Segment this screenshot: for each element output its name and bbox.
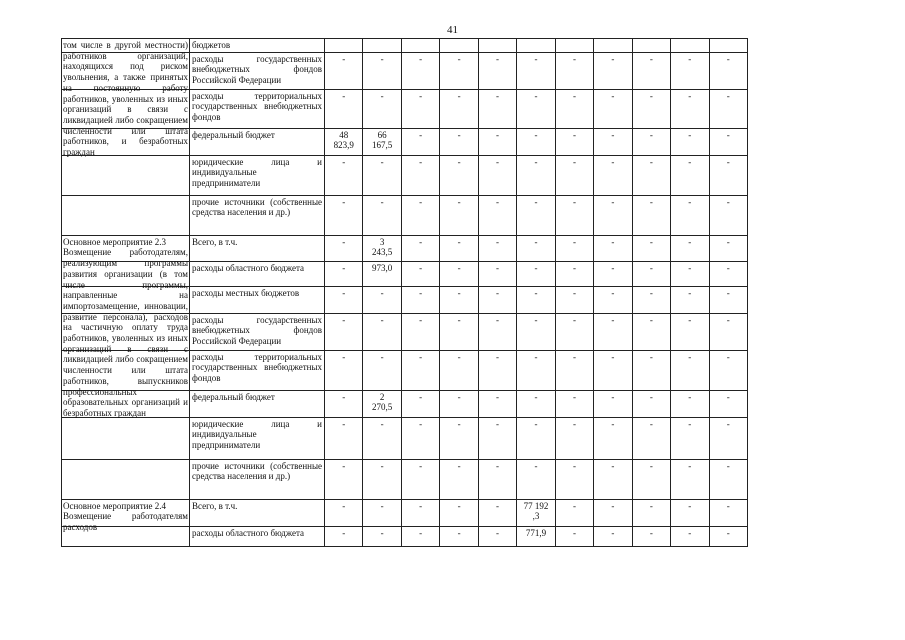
value-cell: 3 243,5 xyxy=(363,235,401,261)
table-row xyxy=(62,195,748,235)
activity-description xyxy=(62,235,190,418)
value-cell: - xyxy=(594,235,632,261)
table-row xyxy=(62,459,748,499)
value-cell: - xyxy=(594,313,632,350)
value-cell: - xyxy=(671,155,709,195)
value-cell: - xyxy=(594,52,632,89)
value-cell: - xyxy=(440,286,478,313)
value-cell: - xyxy=(325,52,363,89)
value-cell: - xyxy=(401,499,439,526)
value-cell: - xyxy=(632,286,670,313)
value-cell: - xyxy=(363,52,401,89)
value-cell: - xyxy=(401,89,439,128)
value-cell: - xyxy=(632,52,670,89)
value-cell: - xyxy=(632,89,670,128)
value-cell: - xyxy=(632,155,670,195)
value-cell xyxy=(401,39,439,53)
budget-table xyxy=(61,38,748,547)
value-cell xyxy=(325,39,363,53)
value-cell: - xyxy=(440,417,478,459)
value-cell: - xyxy=(594,261,632,286)
value-cell: - xyxy=(440,350,478,390)
value-cell: - xyxy=(555,313,593,350)
value-cell: - xyxy=(401,350,439,390)
value-cell: - xyxy=(555,52,593,89)
funding-source: расходы государственных внебюджетных фондов Российской Федерации xyxy=(190,313,325,350)
value-cell: - xyxy=(632,235,670,261)
value-cell: - xyxy=(671,499,709,526)
value-cell: - xyxy=(671,89,709,128)
value-cell: - xyxy=(671,390,709,417)
funding-source: прочие источники (собственные средства населения и др.) xyxy=(190,459,325,499)
value-cell: - xyxy=(555,155,593,195)
value-cell: - xyxy=(517,350,555,390)
value-cell: - xyxy=(363,89,401,128)
value-cell: - xyxy=(363,459,401,499)
value-cell: - xyxy=(555,286,593,313)
value-cell: - xyxy=(555,499,593,526)
value-cell: - xyxy=(363,155,401,195)
value-cell: - xyxy=(517,89,555,128)
activity-description xyxy=(62,499,190,533)
table-row xyxy=(62,235,748,261)
value-cell: 973,0 xyxy=(363,261,401,286)
value-cell: - xyxy=(440,526,478,546)
table-row xyxy=(62,499,748,526)
value-cell: - xyxy=(478,195,516,235)
value-cell: - xyxy=(325,350,363,390)
value-cell: - xyxy=(709,52,747,89)
value-cell: - xyxy=(401,235,439,261)
value-cell: - xyxy=(478,128,516,155)
value-cell: - xyxy=(478,350,516,390)
value-cell: - xyxy=(478,417,516,459)
value-cell xyxy=(363,39,401,53)
value-cell: - xyxy=(517,195,555,235)
value-cell: - xyxy=(709,235,747,261)
value-cell xyxy=(440,39,478,53)
value-cell: - xyxy=(401,390,439,417)
value-cell xyxy=(594,39,632,53)
funding-source: расходы местных бюджетов xyxy=(190,286,325,313)
value-cell: - xyxy=(555,235,593,261)
value-cell: - xyxy=(401,526,439,546)
value-cell: - xyxy=(325,390,363,417)
funding-source: расходы территориальных государственных внебюджетных фондов xyxy=(190,89,325,128)
value-cell: - xyxy=(632,261,670,286)
value-cell: - xyxy=(555,526,593,546)
funding-source: юридические лица и индивидуальные предприниматели xyxy=(190,155,325,195)
value-cell: - xyxy=(401,128,439,155)
value-cell: - xyxy=(325,499,363,526)
value-cell: - xyxy=(363,286,401,313)
value-cell: - xyxy=(478,526,516,546)
value-cell: - xyxy=(632,313,670,350)
funding-source: бюджетов xyxy=(190,39,325,53)
funding-source: федеральный бюджет xyxy=(190,128,325,155)
page-number: 41 xyxy=(447,24,458,36)
value-cell: - xyxy=(709,286,747,313)
value-cell: - xyxy=(594,526,632,546)
value-cell: - xyxy=(325,195,363,235)
value-cell: - xyxy=(671,286,709,313)
activity-description xyxy=(62,39,190,158)
value-cell: - xyxy=(517,235,555,261)
value-cell: - xyxy=(709,350,747,390)
value-cell: - xyxy=(325,235,363,261)
value-cell: - xyxy=(671,526,709,546)
value-cell: - xyxy=(671,350,709,390)
value-cell: - xyxy=(671,417,709,459)
activity-description-continuation xyxy=(62,195,190,235)
value-cell: - xyxy=(555,350,593,390)
value-cell: - xyxy=(325,261,363,286)
value-cell: - xyxy=(517,390,555,417)
activity-description-continuation xyxy=(62,155,190,195)
value-cell: - xyxy=(325,417,363,459)
value-cell: - xyxy=(325,155,363,195)
value-cell: - xyxy=(709,313,747,350)
value-cell xyxy=(632,39,670,53)
value-cell: - xyxy=(594,89,632,128)
value-cell: - xyxy=(401,459,439,499)
value-cell: - xyxy=(517,417,555,459)
funding-source: расходы областного бюджета xyxy=(190,261,325,286)
value-cell: - xyxy=(594,195,632,235)
value-cell: - xyxy=(709,390,747,417)
value-cell: - xyxy=(325,459,363,499)
value-cell: - xyxy=(555,89,593,128)
value-cell: - xyxy=(440,89,478,128)
value-cell: - xyxy=(709,89,747,128)
value-cell: - xyxy=(555,195,593,235)
value-cell: - xyxy=(632,350,670,390)
value-cell: - xyxy=(401,195,439,235)
value-cell xyxy=(671,39,709,53)
value-cell: - xyxy=(709,155,747,195)
value-cell: - xyxy=(709,195,747,235)
value-cell: - xyxy=(709,526,747,546)
value-cell: - xyxy=(478,155,516,195)
activity-description-text: Основное мероприятие 2.3 Возмещение работодателям, реализующим программы развития организации (в том числе программы, направленные на импортозамещение, инновации, развитие персонала), расходов на частичную оплату труда работников, уволенных из иных организаций в связи с ликвидацией либо сокращением численности или штата работников, выпускников профессиональных образовательных организаций и безработных граждан xyxy=(63,236,188,418)
value-cell: - xyxy=(671,313,709,350)
value-cell: - xyxy=(632,195,670,235)
value-cell: - xyxy=(555,417,593,459)
activity-description-continuation xyxy=(62,417,190,459)
value-cell: - xyxy=(478,235,516,261)
value-cell: - xyxy=(671,261,709,286)
value-cell: - xyxy=(440,459,478,499)
value-cell: - xyxy=(440,390,478,417)
value-cell: - xyxy=(632,526,670,546)
value-cell: - xyxy=(671,459,709,499)
value-cell: - xyxy=(363,350,401,390)
value-cell: 2 270,5 xyxy=(363,390,401,417)
value-cell: - xyxy=(440,155,478,195)
value-cell: - xyxy=(594,350,632,390)
value-cell: - xyxy=(709,261,747,286)
value-cell: - xyxy=(478,261,516,286)
activity-description-text: Основное мероприятие 2.4 Возмещение работодателям расходов xyxy=(63,500,188,533)
value-cell: - xyxy=(325,286,363,313)
value-cell: - xyxy=(517,52,555,89)
value-cell: - xyxy=(671,235,709,261)
value-cell: - xyxy=(401,155,439,195)
value-cell: 77 192 ,3 xyxy=(517,499,555,526)
value-cell: - xyxy=(363,313,401,350)
value-cell xyxy=(709,39,747,53)
value-cell: - xyxy=(440,52,478,89)
table-row xyxy=(62,155,748,195)
funding-source: расходы областного бюджета xyxy=(190,526,325,546)
value-cell: - xyxy=(478,499,516,526)
funding-source: федеральный бюджет xyxy=(190,390,325,417)
value-cell: - xyxy=(440,261,478,286)
value-cell: - xyxy=(478,459,516,499)
value-cell: - xyxy=(325,89,363,128)
table-row xyxy=(62,417,748,459)
value-cell: - xyxy=(517,155,555,195)
value-cell: - xyxy=(401,313,439,350)
value-cell: - xyxy=(440,313,478,350)
value-cell: - xyxy=(555,390,593,417)
value-cell: - xyxy=(325,526,363,546)
value-cell: - xyxy=(594,155,632,195)
value-cell: - xyxy=(363,499,401,526)
value-cell: - xyxy=(440,128,478,155)
value-cell: - xyxy=(709,128,747,155)
funding-source: Всего, в т.ч. xyxy=(190,235,325,261)
value-cell xyxy=(555,39,593,53)
value-cell: - xyxy=(517,128,555,155)
value-cell: - xyxy=(555,128,593,155)
funding-source: юридические лица и индивидуальные предприниматели xyxy=(190,417,325,459)
value-cell: - xyxy=(478,313,516,350)
value-cell: - xyxy=(478,286,516,313)
value-cell: - xyxy=(555,459,593,499)
value-cell xyxy=(478,39,516,53)
value-cell: - xyxy=(401,286,439,313)
value-cell: - xyxy=(478,89,516,128)
activity-description-continuation xyxy=(62,459,190,499)
value-cell: - xyxy=(363,526,401,546)
value-cell: - xyxy=(594,459,632,499)
value-cell: - xyxy=(440,195,478,235)
value-cell: - xyxy=(594,499,632,526)
value-cell: 771,9 xyxy=(517,526,555,546)
value-cell: - xyxy=(363,195,401,235)
value-cell: - xyxy=(478,390,516,417)
value-cell: - xyxy=(632,459,670,499)
funding-source: прочие источники (собственные средства населения и др.) xyxy=(190,195,325,235)
funding-source: расходы государственных внебюджетных фондов Российской Федерации xyxy=(190,52,325,89)
value-cell: - xyxy=(363,417,401,459)
value-cell: - xyxy=(594,128,632,155)
table-row xyxy=(62,39,748,53)
value-cell: - xyxy=(632,390,670,417)
value-cell: - xyxy=(632,499,670,526)
value-cell: - xyxy=(709,459,747,499)
value-cell: - xyxy=(594,417,632,459)
value-cell: - xyxy=(594,390,632,417)
value-cell: - xyxy=(555,261,593,286)
value-cell: - xyxy=(401,417,439,459)
value-cell: - xyxy=(671,128,709,155)
value-cell: - xyxy=(517,261,555,286)
value-cell: - xyxy=(325,313,363,350)
value-cell xyxy=(517,39,555,53)
activity-description-text: том числе в другой местности) работников организаций, находящихся под риском увольнения, а также принятых на постоянную работу работников, уволенных из иных организаций в связи с ликвидацией либо сокращением численности или штата работников, и безработных граждан xyxy=(63,40,188,158)
funding-source: Всего, в т.ч. xyxy=(190,499,325,526)
value-cell: - xyxy=(709,417,747,459)
funding-source: расходы территориальных государственных внебюджетных фондов xyxy=(190,350,325,390)
value-cell: 48 823,9 xyxy=(325,128,363,155)
value-cell: - xyxy=(517,286,555,313)
value-cell: - xyxy=(632,128,670,155)
value-cell: - xyxy=(671,195,709,235)
value-cell: - xyxy=(632,417,670,459)
value-cell: - xyxy=(440,235,478,261)
value-cell: - xyxy=(440,499,478,526)
value-cell: - xyxy=(671,52,709,89)
value-cell: - xyxy=(401,261,439,286)
value-cell: - xyxy=(517,459,555,499)
value-cell: 66 167,5 xyxy=(363,128,401,155)
value-cell: - xyxy=(594,286,632,313)
value-cell: - xyxy=(401,52,439,89)
value-cell: - xyxy=(478,52,516,89)
value-cell: - xyxy=(517,313,555,350)
value-cell: - xyxy=(709,499,747,526)
